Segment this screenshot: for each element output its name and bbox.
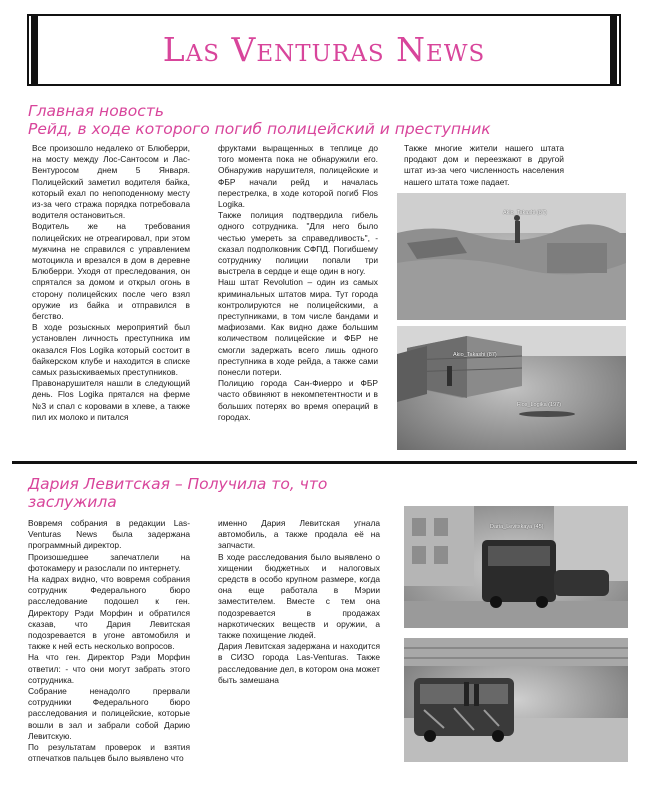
raid-photo-2 [397, 326, 626, 450]
article2-headline [28, 475, 327, 511]
article2-headline-line2: заслужила [28, 493, 117, 511]
paragraph: На кадрах видно, что вовремя собрания сотрудник Федерального бюро расследование подошел к ген. Директору Рэди Морфин и обратился сказав, что Дария Левитская подозревается в угоне автомобиля и также к ней есть несколько вопросов. [28, 574, 190, 652]
section-divider [12, 461, 637, 464]
arrest-photo-2 [404, 638, 628, 762]
paragraph: Произошедшее запечатлели на фотокамеру и разослали по интернету. [28, 551, 190, 573]
article2-column-1 [28, 518, 190, 764]
paragraph: фруктами выращенных в теплице до того момента пока не обнаружили его. Обнаружив нарушителя, полицейские и ФБР начали рейд и началась перестрелка, в ходе которой погиб Flos Logika. [218, 143, 378, 210]
article1-headline-line1: Главная новость [28, 102, 164, 120]
newspaper-title: Las Venturas News [162, 30, 486, 69]
paragraph: Дария Левитская задержана и находится в СИЗО города Las-Venturas. Также расследование дел, в котором она может быть замешана [218, 641, 380, 685]
article2-column-2 [218, 518, 380, 686]
paragraph: Правонарушителя нашли в следующий день. Flos Logika прятался на ферме №3 и спал с коровами в хлеве, а также пил их молоко и питался [32, 378, 190, 422]
raid-photo-2-image [397, 326, 626, 450]
arrest-photo-1 [404, 506, 628, 628]
player-tag: Daria_Levitskaya (45) [490, 524, 544, 530]
player-tag: Flos_Logika (197) [517, 402, 562, 408]
article1-headline [28, 102, 491, 138]
player-tag: Akio_Takashi (87) [503, 210, 547, 216]
paragraph: Также многие жители нашего штата продают дом и переезжают в другой штат из-за чего численность населения нашего штата тоже падает. [404, 143, 564, 187]
article1-column-2 [218, 143, 378, 423]
paragraph: именно Дария Левитская угнала автомобиль, а также продала её на запчасти. [218, 518, 380, 551]
paragraph: Все произошло недалеко от Блюберри, на мосту между Лос-Сантосом и Лас-Вентуросом днем 5 Января. Полицейский заметил водителя байка, который ехал по непоподенному месту из-за чего стража порядка потребовала водителя остановиться. [32, 143, 190, 221]
paragraph: Собрание ненадолго прервали сотрудники Федерального бюро расследования и полицейские, которые вошли в зал и забрали собой Дарию Левитскую. [28, 686, 190, 741]
article1-headline-line2: Рейд, в ходе которого погиб полицейский и преступник [28, 120, 491, 138]
arrest-photo-2-image [404, 638, 628, 762]
article1-column-3 [404, 143, 564, 188]
paragraph: Вовремя собрания в редакции Las-Venturas News была задержана программный директор. [28, 518, 190, 551]
paragraph: По результатам проверок и взятия отпечатков пальцев было выявлено что [28, 742, 190, 764]
paragraph: На что ген. Директор Рэди Морфин ответил: - что они могут забрать этого сотрудника. [28, 652, 190, 685]
paragraph: Полицию города Сан-Фиерро и ФБР часто обвиняют в некомпетентности и в больших потерях во время операций в городах. [218, 378, 378, 422]
article1-column-1 [32, 143, 190, 423]
paragraph: В ходе расследования было выявлено о хищении бюджетных и налоговых средств в особо крупном размере, когда она еще работала в Мэрии заместителем. Вместе с тем она подозревается в продажах наркотических веществ и оружии, а также похищение людей. [218, 551, 380, 641]
raid-photo-1 [397, 193, 626, 320]
paragraph: Наш штат Revolution – один из самых криминальных штатов мира. Тут города контролируются не полицейскими, а преступниками, в том числе бандами и мафиозами. Как видно даже большим количеством полицейские и ФБР не смогли задержать всего лишь одного преступника в ходе рейда, а также сами понесли потери. [218, 277, 378, 378]
masthead [27, 14, 621, 86]
paragraph: Также полиция подтвердила гибель одного сотрудника. "Для него было честью умереть за справедливость", - сказал подполковник СФПД. Погибшему сотруднику полиции попали три выстрела в сердце и еще один в ногу. [218, 210, 378, 277]
player-tag: Akio_Takashi (87) [453, 352, 497, 358]
paragraph: В ходе розыскных мероприятий был установлен личность преступника им оказался Flos Logika который состоит в байкерском клубе и находится в списке самых разыскиваемых преступников. [32, 322, 190, 378]
paragraph: Водитель же на требования полицейских не отреагировал, при этом мужчина не справился с управлением мотоцикла и врезался в дом в деревне Блюберри. Уходя от преследования, он спрятался за домом и открыл огонь в сторону полицейских после чего взял оружие из байка и отправился в бегство. [32, 221, 190, 322]
article2-headline-line1: Дария Левитская – Получила то, что [28, 475, 328, 493]
